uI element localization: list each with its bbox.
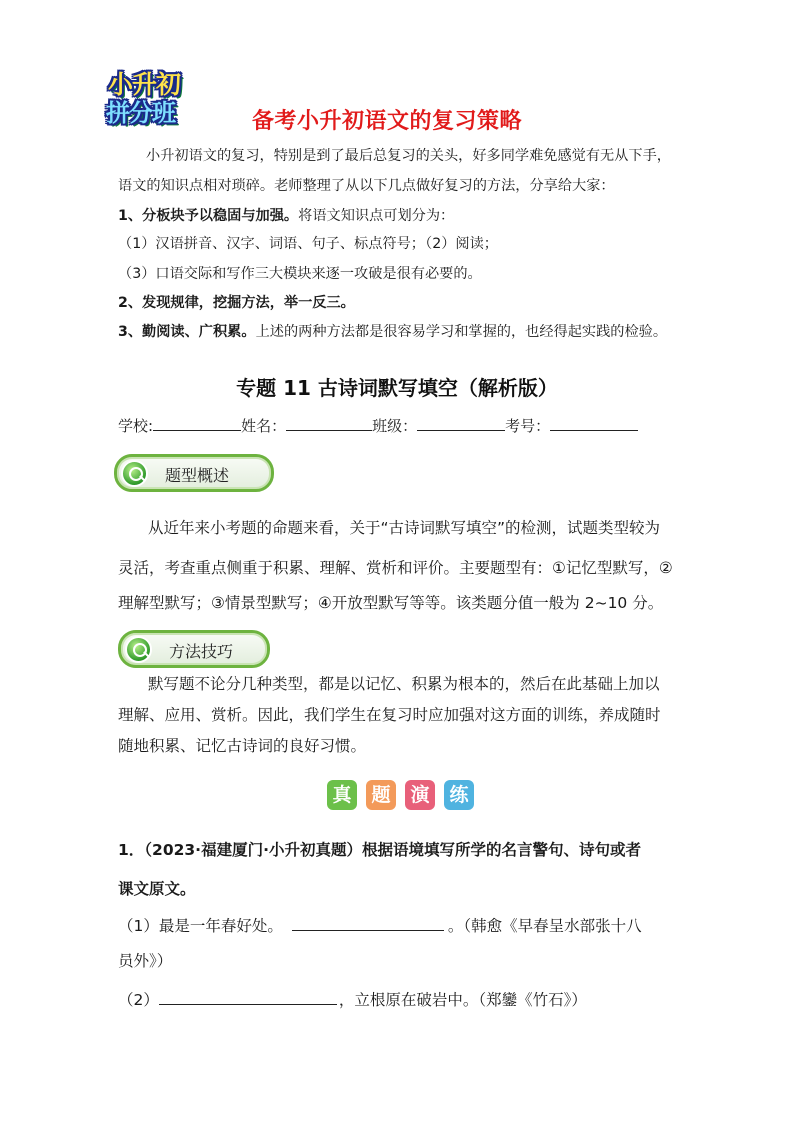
tip-1-sub-1b: （2）阅读； [418, 236, 498, 252]
methods-line-2: 理解、应用、赏析。因此，我们学生在复习时应加强对这方面的训练，养成随时 [118, 706, 661, 724]
tip-2: 2、发现规律，挖掘方法，举一反三。 [118, 295, 355, 311]
search-icon [121, 460, 148, 487]
tip-1 [118, 206, 454, 226]
tip-1-text: 将语文知识点可划分为： [298, 208, 455, 224]
overview-line-1: 从近年来小考题的命题来看，关于“古诗词默写填空”的检测，试题类型较为 [148, 519, 661, 537]
overview-line-3: 理解型默写；③情景型默写；④开放型默写等等。该类题分值一般为 2~10 分。 [118, 594, 664, 612]
practice-badge-1: 真 [327, 780, 357, 810]
section-header-overview-label: 题型概述 [165, 466, 230, 485]
logo-text-line2: 拼分班 [106, 99, 175, 127]
tip-3-text: 上述的两种方法都是很容易学习和掌握的，也经得起实践的检验。 [255, 324, 668, 340]
item-2-answer-blank[interactable] [159, 990, 337, 1005]
question-1-item-1-continued: 员外》） [118, 952, 173, 970]
class-blank[interactable] [417, 416, 505, 431]
item-1-answer-blank[interactable] [292, 916, 444, 931]
exam-no-label: 考号： [505, 417, 551, 435]
practice-badge-3: 演 [405, 780, 435, 810]
main-title: 备考小升初语文的复习策略 [252, 109, 523, 134]
school-blank[interactable] [153, 416, 241, 431]
name-blank[interactable] [286, 416, 372, 431]
tip-1-heading: 1、分板块予以稳固与加强。 [118, 208, 299, 224]
name-label: 姓名： [241, 417, 287, 435]
question-1-stem-line-2: 课文原文。 [118, 880, 196, 898]
overview-line-2: 灵活，考查重点侧重于积累、理解、赏析和评价。主要题型有：①记忆型默写，② [118, 559, 673, 577]
item-1-suffix: 。（韩愈《早春呈水部张十八 [447, 917, 642, 935]
methods-line-3: 随地积累、记忆古诗词的良好习惯。 [118, 737, 367, 755]
question-1-stem-line-1: 1．（2023·福建厦门·小升初真题）根据语境填写所学的名言警句、诗句或者 [118, 841, 641, 859]
logo-text-line1: 小升初 [108, 70, 181, 99]
item-1-prefix: （1）最是一年春好处。 [118, 917, 283, 935]
tip-3 [118, 322, 667, 342]
item-2-prefix: （2） [118, 991, 159, 1009]
section-header-overview [114, 454, 274, 492]
school-label: 学校: [118, 417, 154, 435]
practice-badge-4: 练 [444, 780, 474, 810]
methods-line-1: 默写题不论分几种类型，都是以记忆、积累为根本的，然后在此基础上加以 [148, 675, 660, 693]
tip-1-sub-1a: （1）汉语拼音、汉字、词语、句子、标点符号； [118, 236, 425, 252]
item-2-suffix: ，立根原在破岩中。（郑鑾《竹石》） [338, 991, 587, 1009]
tip-3-heading: 3、勤阅读、广积累。 [118, 324, 256, 340]
section-header-methods [118, 630, 270, 668]
student-info-line [118, 415, 638, 436]
logo [104, 70, 208, 128]
question-1-item-2 [118, 988, 587, 1010]
practice-badge-2: 题 [366, 780, 396, 810]
topic-title: 专题 11 古诗词默写填空（解析版） [236, 376, 558, 400]
section-header-methods-label: 方法技巧 [169, 642, 234, 661]
intro-line-2: 语文的知识点相对琐碎。老师整理了从以下几点做好复习的方法，分享给大家： [118, 178, 615, 194]
search-icon [125, 636, 152, 663]
intro-line-1: 小升初语文的复习，特别是到了最后总复习的关头，好多同学难免感觉有无从下手， [146, 148, 671, 164]
class-label: 班级： [372, 417, 418, 435]
exam-no-blank[interactable] [550, 416, 638, 431]
tip-1-sub-2: （3）口语交际和写作三大模块来逐一攻破是很有必要的。 [118, 266, 482, 282]
question-1-item-1 [118, 914, 642, 936]
